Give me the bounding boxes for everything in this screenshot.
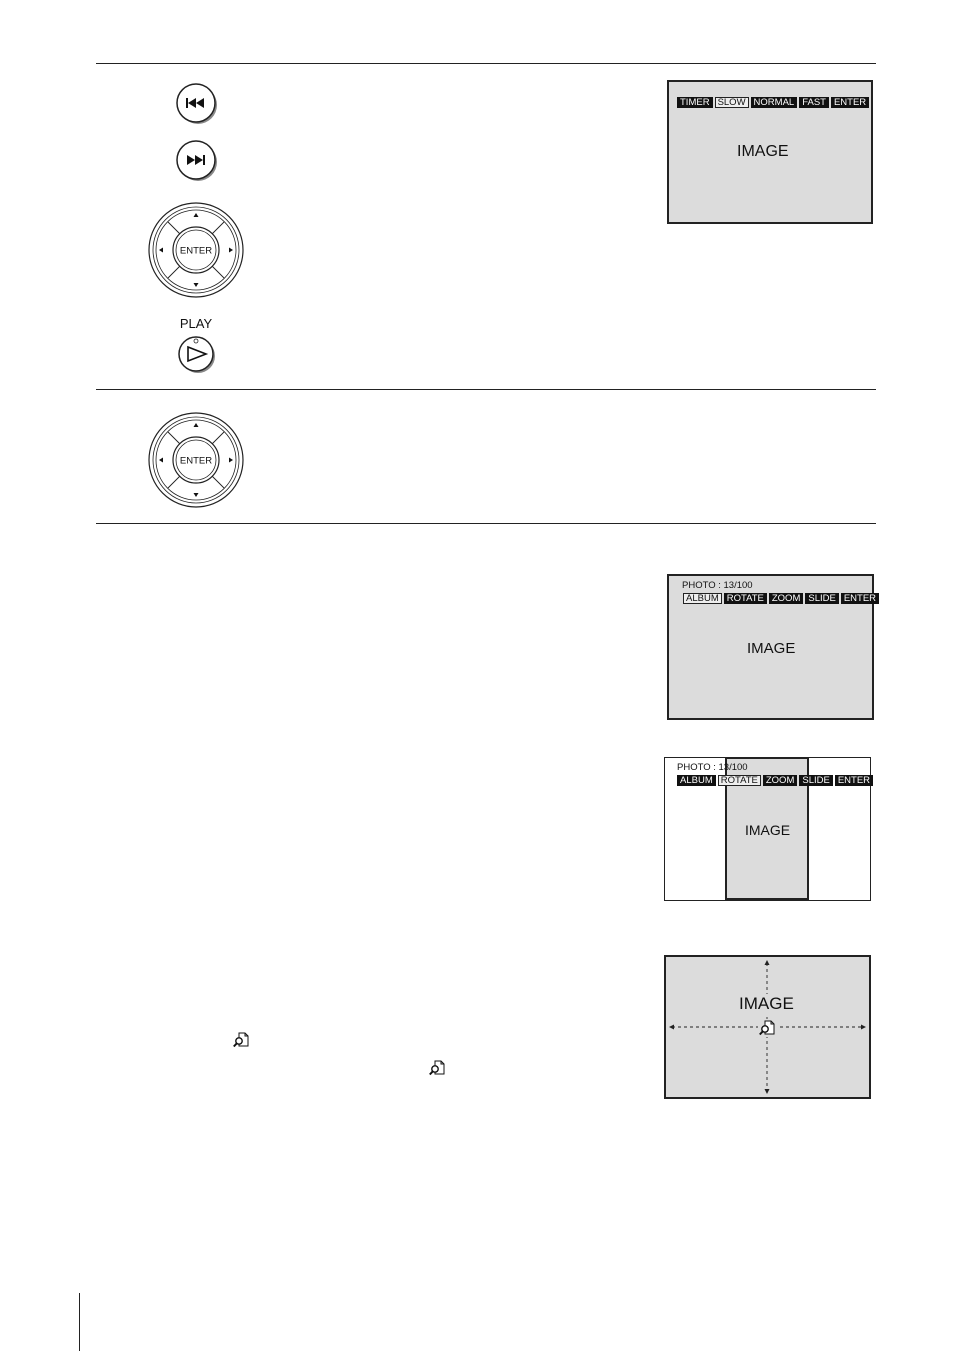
bottom-rule [96, 523, 876, 524]
top-rule [96, 63, 876, 64]
menu-item-rotate[interactable]: ROTATE [724, 593, 767, 604]
screen-photo-album [667, 574, 877, 720]
pan-left-arrow-icon [669, 1025, 674, 1030]
zoom-magnifier-icon [758, 1019, 778, 1037]
menu-item-enter[interactable]: ENTER [831, 97, 869, 108]
screen-photo-rotated [664, 757, 871, 901]
playback-menu [677, 97, 869, 108]
pan-down-arrow-icon [765, 1089, 770, 1094]
screen-photo-zoom [664, 955, 871, 1099]
menu-item-slow[interactable]: SLOW [715, 97, 749, 108]
menu-item-normal[interactable]: NORMAL [751, 97, 798, 108]
play-button[interactable] [171, 316, 221, 376]
middle-rule [96, 389, 876, 390]
menu-item-timer[interactable]: TIMER [677, 97, 713, 108]
photo-menu [677, 775, 873, 786]
screen-slow-playback [667, 80, 873, 224]
image-placeholder: IMAGE [739, 994, 794, 1013]
previous-button[interactable] [175, 82, 217, 124]
menu-item-fast[interactable]: FAST [799, 97, 829, 108]
play-label: PLAY [179, 316, 213, 331]
menu-item-zoom[interactable]: ZOOM [769, 593, 804, 604]
image-placeholder: IMAGE [745, 822, 791, 838]
image-placeholder: IMAGE [737, 143, 789, 160]
menu-item-slide[interactable]: SLIDE [799, 775, 832, 786]
menu-item-slide[interactable]: SLIDE [805, 593, 838, 604]
menu-item-album[interactable]: ALBUM [683, 593, 722, 604]
zoom-magnifier-icon [232, 1031, 252, 1049]
zoom-magnifier-icon [428, 1059, 448, 1077]
menu-item-zoom[interactable]: ZOOM [763, 775, 798, 786]
directional-pad[interactable] [148, 202, 244, 298]
photo-counter: PHOTO : 13/100 [677, 762, 748, 773]
directional-pad-2[interactable] [148, 412, 244, 508]
menu-item-rotate[interactable]: ROTATE [718, 775, 761, 786]
image-placeholder: IMAGE [747, 640, 796, 657]
margin-rule [79, 1293, 80, 1351]
pan-up-arrow-icon [765, 960, 770, 965]
photo-menu [683, 593, 879, 604]
pan-right-arrow-icon [861, 1025, 866, 1030]
photo-counter: PHOTO : 13/100 [682, 580, 753, 591]
next-button[interactable] [175, 139, 217, 181]
enter-label: ENTER [179, 455, 213, 467]
menu-item-enter[interactable]: ENTER [841, 593, 879, 604]
menu-item-album[interactable]: ALBUM [677, 775, 716, 786]
menu-item-enter[interactable]: ENTER [835, 775, 873, 786]
enter-label: ENTER [179, 245, 213, 257]
